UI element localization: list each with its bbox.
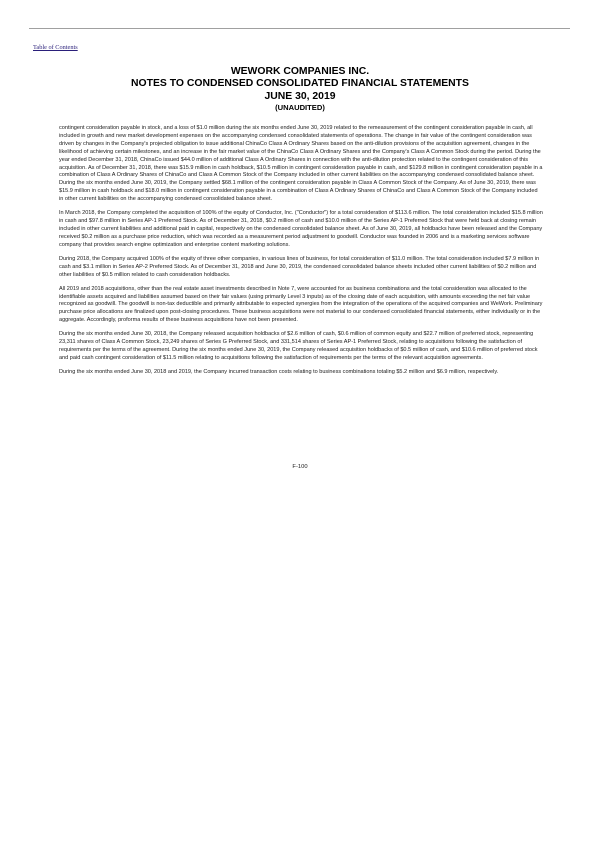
paragraph-accounting-treatment: All 2019 and 2018 acquisitions, other than the real estate asset investments described in Note 7, were accounted for as business combinations and the total consideration was allocated to the identifiable assets acquired and liabilities assumed based on their fair values (using primarily Level 3 inputs) as of the closing date of each acquisition, with amounts exceeding the net fair value recognized as goodwill. The goodwill is non-tax deductible and primarily attributable to expected synergies from the integration of the operations of the acquired companies and WeWork. Preliminary purchase price allocations are finalized upon post-closing procedures. These business acquisitions were not material to our condensed consolidated financial statements, either individually or in the aggregate. Accordingly, proforma results of these business acquisitions have not been presented. — [59, 285, 543, 324]
page-number: F-100 — [292, 464, 308, 470]
top-divider — [29, 28, 570, 29]
paragraph-other-2018-acquisitions: During 2018, the Company acquired 100% of the equity of three other companies, in various lines of business, for total consideration of $11.0 million. The total consideration included $7.9 million in cash and $3.1 million in Series AP-2 Preferred Stock. As of December 31, 2018 and June 30, 2019, the condensed consolidated balance sheets included other current liabilities of $0.2 million and other liabilities of $0.5 million related to cash consideration holdbacks. — [59, 255, 540, 278]
company-name: WEWORK COMPANIES INC. — [230, 66, 370, 77]
document-heading — [0, 66, 600, 113]
statement-date: JUNE 30, 2019 — [264, 90, 336, 102]
audit-status: (UNAUDITED) — [275, 102, 325, 112]
paragraph-holdback-releases: During the six months ended June 30, 2018, the Company released acquisition holdbacks of $2.6 million of cash, $0.6 million of common equity and $22.7 million of preferred stock, representing 23,311 shares of Class A Common Stock, 23,249 shares of Series G Preferred Stock, and 331,514 shares of Series AP-1 Preferred Stock, relating to acquisitions following the satisfaction of requirements per the terms of the agreement. During the six months ended June 30, 2019, the Company released acquisition holdbacks of $0.5 million of cash, and $10.6 million of preferred stock and paid cash contingent consideration of $11.5 million relating to acquisitions following the satisfaction of requirements per the terms of the relevant acquisition agreements. — [59, 331, 538, 361]
document-title: NOTES TO CONDENSED CONSOLIDATED FINANCIAL STATEMENTS — [131, 78, 469, 90]
notes-body — [59, 125, 543, 383]
paragraph-conductor-acquisition: In March 2018, the Company completed the acquisition of 100% of the equity of Conductor, Inc. ("Conductor") for a total consideration of $113.6 million. The total consideration included $15.8 million in cash and $97.8 million in Series AP-1 Preferred Stock. As of December 31, 2018, $0.2 million of cash and $10.0 million of the Series AP-1 Preferred Stock that were held back at closing remain included in other current liabilities and additional paid in capital, respectively on the condensed consolidated balance sheet. As of June 30, 2019, all holdbacks have been released and the Company received $0.2 million as a purchase price reduction, which was recorded as a measurement period adjustment to goodwill. Conductor was founded in 2006 and is a marketing services software company that provides search engine optimization and enterprise content marketing solutions. — [59, 210, 543, 248]
paragraph-transaction-costs: During the six months ended June 30, 2018 and 2019, the Company incurred transaction costs relating to business combinations totaling $5.2 million and $6.9 million, respectively. — [59, 368, 499, 375]
table-of-contents-link[interactable]: Table of Contents — [33, 44, 78, 51]
paragraph-chinaco-contingent-consideration: contingent consideration payable in stock, and a loss of $1.0 million during the six months ended June 30, 2019 related to the remeasurement of the contingent consideration payable in cash, all included in growth and new market development expenses on the accompanying condensed consolidated statements of operations. The change in fair value of the contingent consideration was driven by changes in the Company's projected obligation to issue additional ChinaCo Class A Ordinary Shares based on the anti-dilution provisions of the acquisition agreement, changes in the likelihood of achieving certain milestones, and an increase in the fair market value of the ChinaCo Class A Ordinary Shares and the Company's Class A Common Stock during the period. During the year ended December 31, 2018, ChinaCo issued $44.0 million of additional Class A Ordinary Shares in connection with the anti-dilution protection related to the contingent consideration of this acquisition. As of December 31, 2018, there was $15.9 million in cash holdback, $10.5 million in contingent consideration payable in cash, and $129.8 million in contingent consideration payable in a combination of Class A Ordinary Shares of ChinaCo and Class A Common Stock of the Company included in other current liabilities on the accompanying condensed consolidated balance sheet. During the six months ended June 30, 2019, the Company settled $68.1 million of the contingent consideration payable in Class A Common Stock of the Company. As of June 30, 2019, there was $15.9 million in cash holdback and $18.0 million in contingent consideration payable in a combination of Class A Ordinary Shares of ChinaCo and Class A Common Stock of the Company included in other current liabilities on the accompanying condensed consolidated balance sheet. — [59, 125, 543, 203]
